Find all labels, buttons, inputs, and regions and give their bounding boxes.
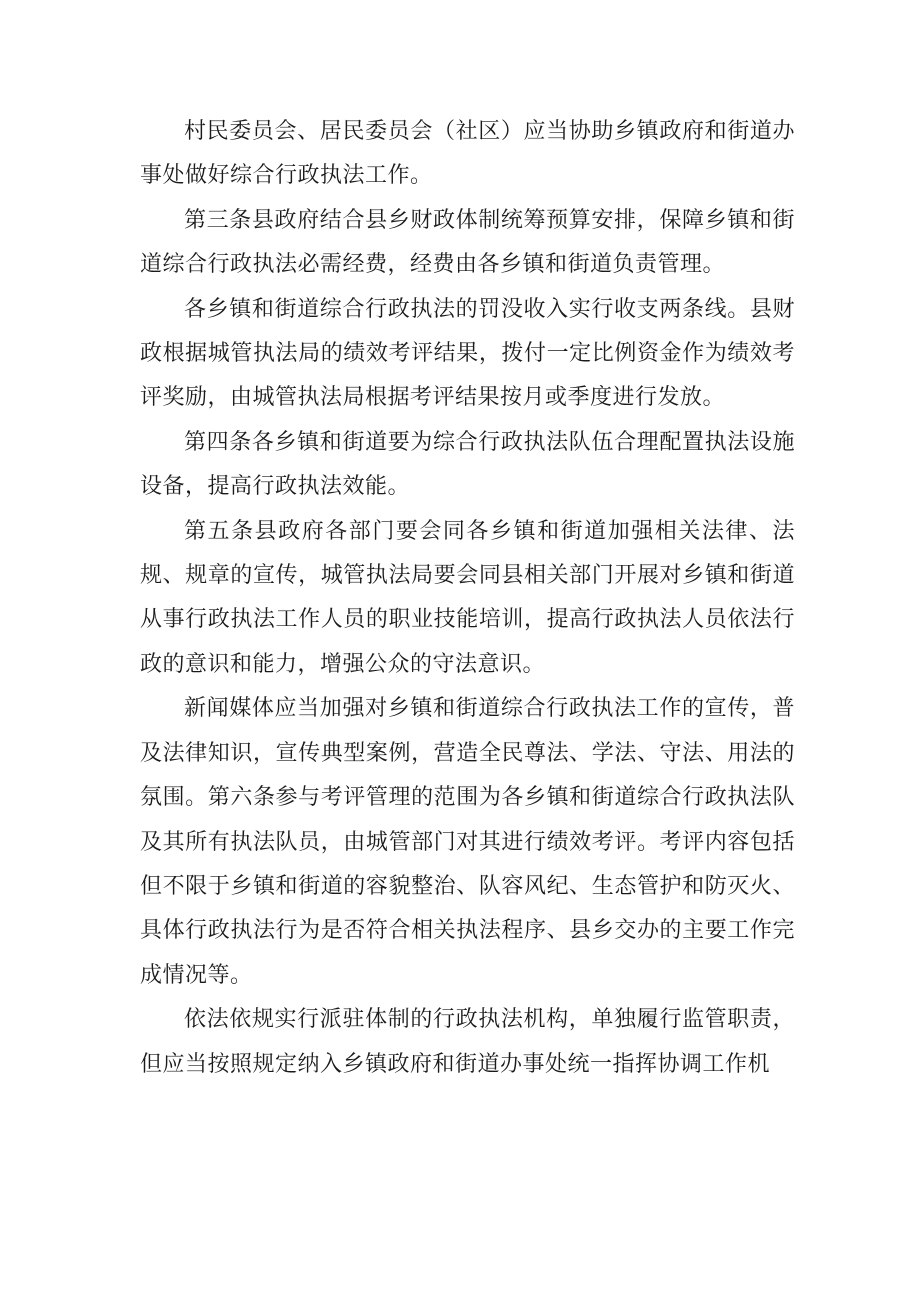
paragraph-7: 依法依规实行派驻体制的行政执法机构，单独履行监管职责，但应当按照规定纳入乡镇政府和街道办事处统一指挥协调工作机 xyxy=(140,1007,795,1077)
paragraph-1: 村民委员会、居民委员会（社区）应当协助乡镇政府和街道办事处做好综合行政执法工作。 xyxy=(140,119,795,189)
paragraph-4: 第四条各乡镇和街道要为综合行政执法队伍合理配置执法设施设备，提高行政执法效能。 xyxy=(140,429,795,500)
paragraph-5: 第五条县政府各部门要会同各乡镇和街道加强相关法律、法规、规章的宣传，城管执法局要会同县相关部门开展对乡镇和街道从事行政执法工作人员的职业技能培训，提高行政执法人员依法行政的意识和能力，增强公众的守法意识。 xyxy=(140,518,795,677)
paragraph-2: 第三条县政府结合县乡财政体制统筹预算安排，保障乡镇和街道综合行政执法必需经费，经费由各乡镇和街道负责管理。 xyxy=(140,207,795,278)
paragraph-3: 各乡镇和街道综合行政执法的罚没收入实行收支两条线。县财政根据城管执法局的绩效考评结果，拨付一定比例资金作为绩效考评奖励，由城管执法局根据考评结果按月或季度进行发放。 xyxy=(140,296,795,411)
paragraph-6: 新闻媒体应当加强对乡镇和街道综合行政执法工作的宣传，普及法律知识，宣传典型案例，营造全民尊法、学法、守法、用法的氛围。第六条参与考评管理的范围为各乡镇和街道综合行政执法队及其所有执法队员，由城管部门对其进行绩效考评。考评内容包括但不限于乡镇和街道的容貌整治、队容风纪、生态管护和防灭火、具体行政执法行为是否符合相关执法程序、县乡交办的主要工作完成情况等。 xyxy=(140,696,795,988)
document-body xyxy=(140,110,795,1087)
